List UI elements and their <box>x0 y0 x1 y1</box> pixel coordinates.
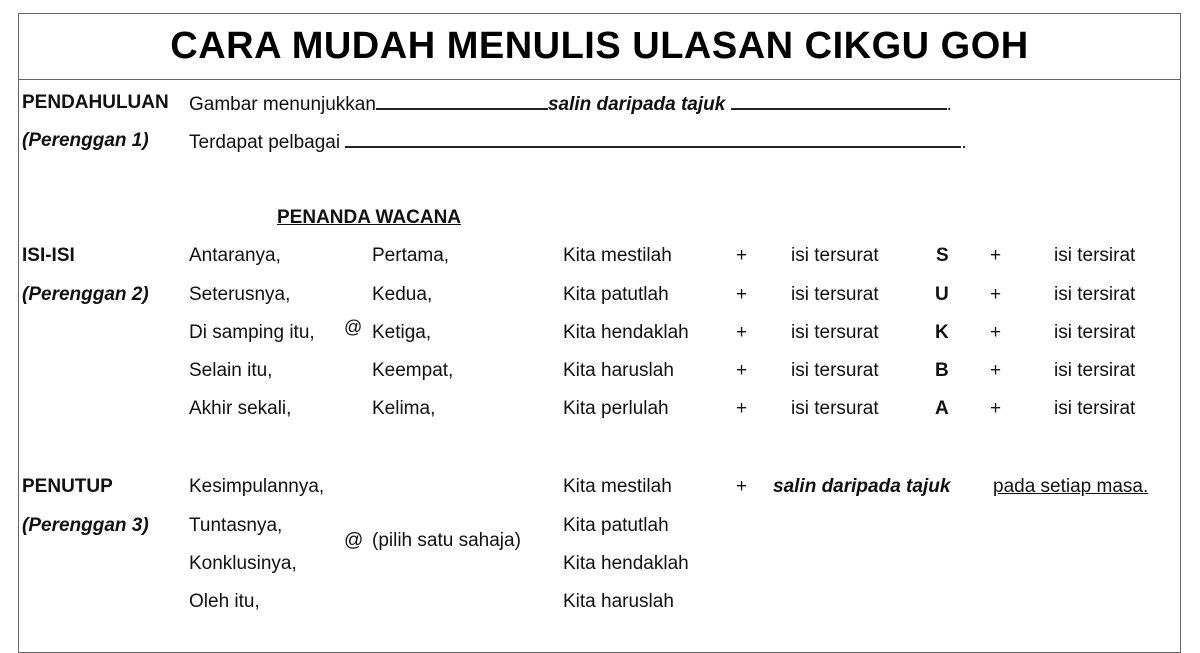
blank-line <box>345 130 961 148</box>
blank-line <box>731 92 947 110</box>
body-connector: Antaranya, <box>189 245 281 266</box>
body-verb: Kita patutlah <box>563 284 669 305</box>
plus-sign: + <box>736 284 748 305</box>
closing-verb: Kita patutlah <box>563 515 669 536</box>
isi-tersurat: isi tersurat <box>791 360 879 381</box>
body-ordinal: Kedua, <box>372 284 433 305</box>
suka-letter: B <box>935 360 949 381</box>
isi-tersurat: isi tersurat <box>791 398 879 419</box>
intro-line1-prefix: Gambar menunjukkan <box>189 94 376 115</box>
closing-verb: Kita mestilah <box>563 476 672 497</box>
closing-connector: Tuntasnya, <box>189 515 283 536</box>
isi-tersirat: isi tersirat <box>1054 245 1136 266</box>
plus-sign: + <box>990 245 1002 266</box>
plus-sign: + <box>736 360 748 381</box>
closing-label: PENUTUP <box>22 476 113 497</box>
intro-line2-prefix: Terdapat pelbagai <box>189 132 341 153</box>
suka-letter: K <box>935 322 949 343</box>
isi-tersirat: isi tersirat <box>1054 360 1136 381</box>
closing-underlined-note: pada setiap masa. <box>993 476 1149 497</box>
body-connector: Selain itu, <box>189 360 273 381</box>
body-ordinal: Pertama, <box>372 245 450 266</box>
intro-label: PENDAHULUAN <box>22 92 169 113</box>
isi-tersirat: isi tersirat <box>1054 398 1136 419</box>
isi-tersirat: isi tersirat <box>1054 284 1136 305</box>
body-connector: Akhir sekali, <box>189 398 292 419</box>
closing-at-symbol: @ <box>344 530 364 551</box>
body-ordinal: Keempat, <box>372 360 454 381</box>
body-connector: Seterusnya, <box>189 284 291 305</box>
intro-line-1 <box>189 92 952 116</box>
closing-verb: Kita haruslah <box>563 591 674 612</box>
plus-sign: + <box>736 398 748 419</box>
closing-connector: Kesimpulannya, <box>189 476 325 497</box>
body-label: ISI-ISI <box>22 245 75 266</box>
closing-italic-note: salin daripada tajuk <box>773 476 951 497</box>
plus-sign: + <box>990 284 1002 305</box>
plus-sign: + <box>736 476 748 497</box>
choose-note: (pilih satu sahaja) <box>372 530 521 551</box>
closing-verb: Kita hendaklah <box>563 553 689 574</box>
intro-line1-italic: salin daripada tajuk <box>547 94 726 115</box>
page-title: CARA MUDAH MENULIS ULASAN CIKGU GOH <box>170 24 1029 67</box>
plus-sign: + <box>990 398 1002 419</box>
closing-connector: Konklusinya, <box>189 553 297 574</box>
isi-tersurat: isi tersurat <box>791 322 879 343</box>
body-verb: Kita mestilah <box>563 245 672 266</box>
closing-sub: (Perenggan 3) <box>22 515 149 536</box>
body-at-symbol: @ <box>344 317 363 337</box>
plus-sign: + <box>736 322 748 343</box>
isi-tersurat: isi tersurat <box>791 284 879 305</box>
isi-tersurat: isi tersurat <box>791 245 879 266</box>
body-ordinal: Kelima, <box>372 398 436 419</box>
intro-line-2 <box>189 130 967 154</box>
plus-sign: + <box>736 245 748 266</box>
body-sub: (Perenggan 2) <box>22 284 149 305</box>
body-verb: Kita hendaklah <box>563 322 689 343</box>
penanda-wacana-heading: PENANDA WACANA <box>277 207 462 228</box>
blank-line <box>376 92 548 110</box>
suka-letter: S <box>936 245 949 266</box>
intro-line1-end: . <box>946 94 952 115</box>
plus-sign: + <box>990 360 1002 381</box>
suka-letter: A <box>935 398 949 419</box>
closing-connector: Oleh itu, <box>189 591 260 612</box>
body-verb: Kita perlulah <box>563 398 669 419</box>
suka-letter: U <box>935 284 949 305</box>
body-verb: Kita haruslah <box>563 360 674 381</box>
isi-tersirat: isi tersirat <box>1054 322 1136 343</box>
plus-sign: + <box>990 322 1002 343</box>
body-connector: Di samping itu, <box>189 322 315 343</box>
intro-sub: (Perenggan 1) <box>22 130 149 151</box>
intro-line2-end: . <box>961 132 967 153</box>
title-box <box>18 13 1181 80</box>
body-ordinal: Ketiga, <box>372 322 432 343</box>
